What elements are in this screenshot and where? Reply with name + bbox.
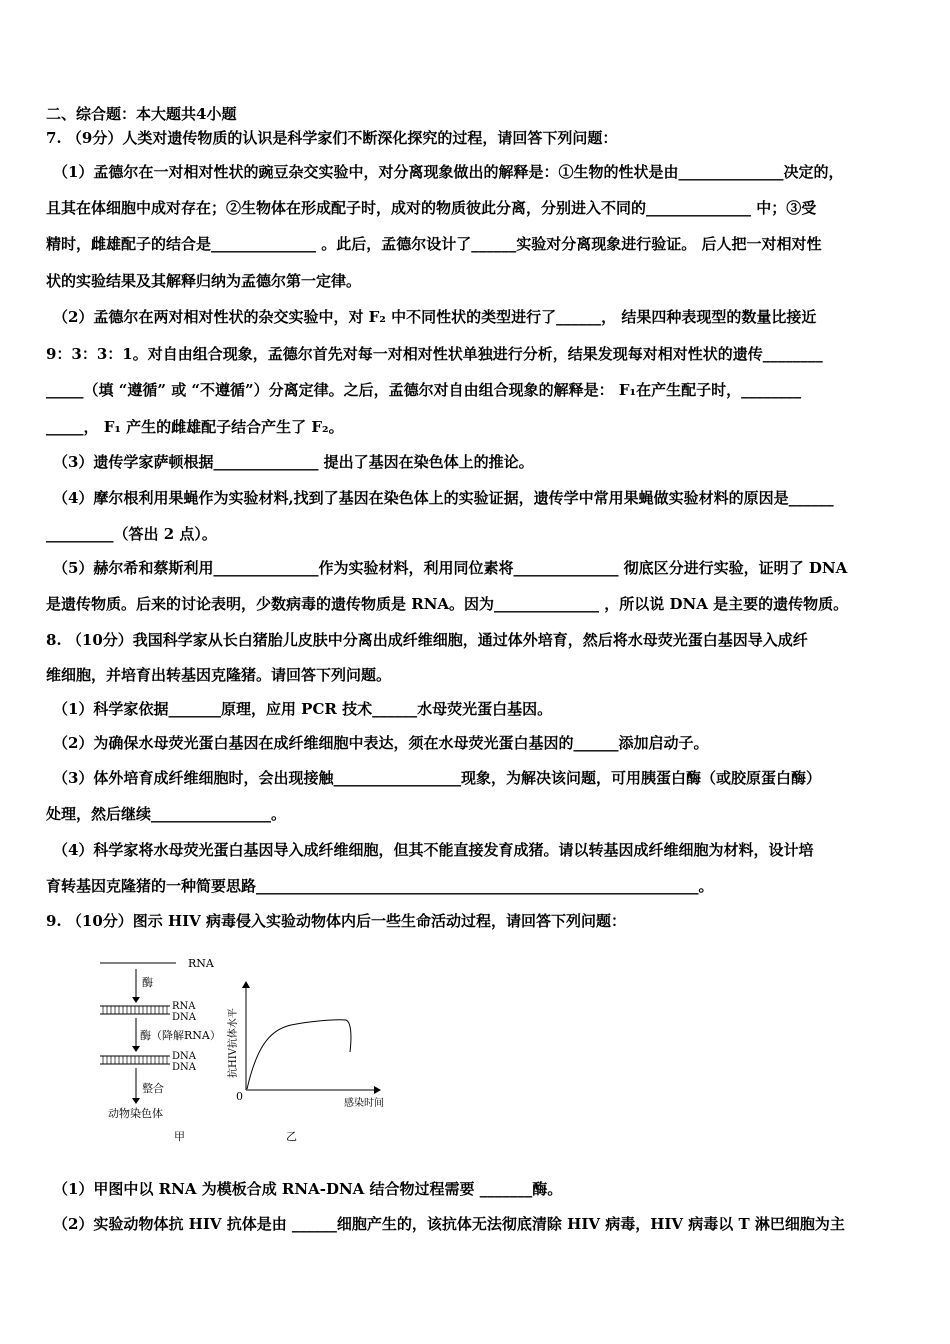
q8-part3-line1: （3）体外培育成纤维细胞时，会出现接触_________________现象，为解决该问题，可用胰蛋白酶（或胶原蛋白酶） (53, 769, 821, 787)
origin-label: 0 (236, 1090, 243, 1103)
q7-part5-line1: （5）赫尔希和蔡斯利用______________作为实验材料，利用同位素将______________ 彻底区分进行实验，证明了 DNA (53, 559, 848, 577)
q7-part5-line2: 是遗传物质。后来的讨论表明，少数病毒的遗传物质是 RNA。因为______________ ，所以说 DNA 是主要的遗传物质。 (46, 595, 849, 613)
hiv-figure (96, 950, 426, 1150)
figure-label-yi: 乙 (286, 1130, 297, 1143)
enzyme-2-label: 酶（降解RNA） (140, 1029, 221, 1042)
hybrid-dna-label: DNA (172, 1012, 196, 1023)
hybrid-rna-label: RNA (172, 1001, 196, 1012)
integrate-label: 整合 (142, 1082, 164, 1095)
q7-part2-line4: _____， F₁ 产生的雌雄配子结合产生了 F₂。 (46, 418, 344, 436)
q8-stem-line2: 维细胞，并培育出转基因克隆猪。请回答下列问题。 (46, 666, 392, 684)
arrow-3-head (132, 1098, 140, 1104)
q7-part2-line1: （2）孟德尔在两对相对性状的杂交实验中，对 F₂ 中不同性状的类型进行了______， 结果四种表现型的数量比接近 (53, 308, 817, 326)
dsdna-label-2: DNA (172, 1062, 196, 1073)
section-heading: 二、综合题：本大题共4小题 (46, 105, 237, 123)
q7-part1-line2: 且其在体细胞中成对存在；②生物体在形成配子时，成对的物质彼此分离，分别进入不同的______________ 中；③受 (46, 199, 817, 217)
hybrid-base-pairs (103, 1006, 167, 1014)
graph-yi (226, 981, 384, 1143)
x-axis-label: 感染时间 (344, 1098, 384, 1109)
enzyme-1-label: 酶 (142, 976, 153, 989)
arrow-2-head (132, 1046, 140, 1052)
y-axis-arrow (242, 981, 250, 988)
q8-part4-line2: 育转基因克隆猪的一种简要思路___________________________________________________________。 (46, 877, 714, 895)
q7-part1-line3: 精时，雌雄配子的结合是______________ 。此后，孟德尔设计了______实验对分离现象进行验证。 后人把一对相对性 (46, 235, 822, 253)
arrow-1-head (132, 997, 140, 1003)
q8-part2: （2）为确保水母荧光蛋白基因在成纤维细胞中表达，须在水母荧光蛋白基因的______添加启动子。 (53, 734, 709, 752)
q7-part1-line4: 状的实验结果及其解释归纳为孟德尔第一定律。 (46, 272, 362, 290)
q8-part4-line1: （4）科学家将水母荧光蛋白基因导入成纤维细胞，但其不能直接发育成猪。请以转基因成纤维细胞为材料，设计培 (53, 841, 814, 859)
x-axis-arrow (374, 1086, 381, 1094)
q8-part1: （1）科学家依据_______原理，应用 PCR 技术______水母荧光蛋白基因。 (53, 700, 553, 718)
dsdna-base-pairs (103, 1056, 167, 1064)
q9-part1: （1）甲图中以 RNA 为模板合成 RNA-DNA 结合物过程需要 _______酶。 (53, 1180, 563, 1198)
chromosome-label: 动物染色体 (108, 1107, 163, 1120)
dsdna-label-1: DNA (172, 1051, 196, 1062)
q7-part1-line1: （1）孟德尔在一对相对性状的豌豆杂交实验中，对分离现象做出的解释是：①生物的性状是由______________决定的， (53, 163, 844, 181)
q7-part2-line3: _____（填 “遵循” 或 “不遵循”）分离定律。之后，孟德尔对自由组合现象的解释是： F₁在产生配子时，________ (46, 381, 802, 399)
q9-part2: （2）实验动物体抗 HIV 抗体是由 ______细胞产生的，该抗体无法彻底清除 HIV 病毒，HIV 病毒以 T 淋巴细胞为主 (53, 1215, 845, 1233)
y-axis-label: 抗HIV抗体水平 (228, 1008, 239, 1078)
diagram-jia (100, 957, 221, 1143)
q7-part3: （3）遗传学家萨顿根据______________ 提出了基因在染色体上的推论。 (53, 453, 534, 471)
rna-label: RNA (188, 957, 214, 970)
antibody-curve (247, 1020, 351, 1089)
q8-stem-line1: 8. （10分）我国科学家从长白猪胎儿皮肤中分离出成纤维细胞，通过体外培育，然后将水母荧光蛋白基因导入成纤 (46, 631, 808, 649)
q7-part2-line2: 9：3：3：1。对自由组合现象，孟德尔首先对每一对相对性状单独进行分析，结果发现每对相对性状的遗传________ (46, 345, 823, 363)
q7-part4-line2: _________（答出 2 点）。 (46, 525, 217, 543)
q9-stem: 9. （10分）图示 HIV 病毒侵入实验动物体内后一些生命活动过程，请回答下列问题： (46, 912, 627, 930)
q7-part4-line1: （4）摩尔根利用果蝇作为实验材料,找到了基因在染色体上的实验证据，遗传学中常用果蝇做实验材料的原因是______ (53, 489, 834, 507)
q8-part3-line2: 处理，然后继续________________。 (46, 805, 287, 823)
q7-stem: 7. （9分）人类对遗传物质的认识是科学家们不断深化探究的过程，请回答下列问题： (46, 129, 618, 147)
figure-label-jia: 甲 (174, 1130, 185, 1143)
